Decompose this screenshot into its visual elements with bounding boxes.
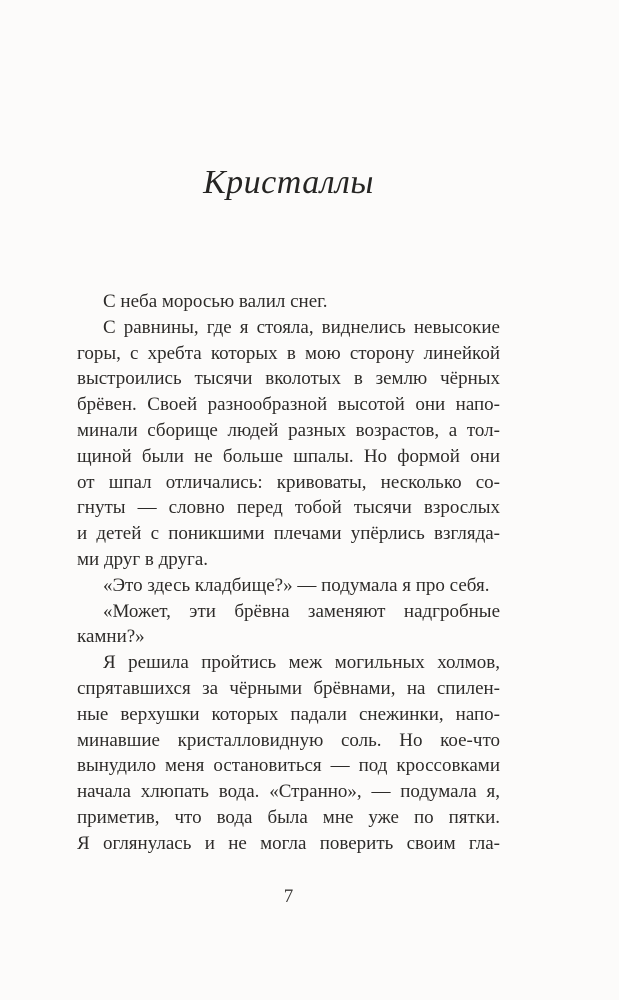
paragraph [77,289,500,315]
text-line: С равнины, где я стояла, виднелись невысокие [103,316,500,338]
text-line: Я оглянулась и не могла поверить своим гла- [77,832,500,854]
text-line: Я решила пройтись меж могильных холмов, [103,652,500,674]
paragraph [77,573,500,599]
book-page [77,0,500,1000]
paragraph [77,599,500,651]
paragraph [77,650,500,856]
text-line: выстроились тысячи вколотых в землю чёрных [77,368,500,390]
text-line: спрятавшихся за чёрными брёвнами, на спилен- [77,677,500,699]
paragraph [77,315,500,573]
text-line: «Может, эти брёвна заменяют надгробные [103,600,500,622]
text-line: «Это здесь кладбище?» — подумала я про себя. [103,574,490,596]
text-line: камни?» [77,626,145,648]
text-line: ми друг в друга. [77,548,209,570]
text-line: начала хлюпать вода. «Странно», — подумала я, [77,781,500,803]
text-line: минавшие кристалловидную соль. Но кое-что [77,729,500,751]
text-line: вынудило меня остановиться — под кроссовками [77,755,500,777]
text-line: С неба моросью валил снег. [103,291,328,312]
text-line: гнуты — словно перед тобой тысячи взрослых [77,497,500,519]
text-line: приметив, что вода была мне уже по пятки. [77,806,500,828]
text-block [77,289,500,857]
text-line: ные верхушки которых падали снежинки, напо- [77,703,500,725]
text-line: брёвен. Своей разнообразной высотой они напо- [77,394,500,416]
text-line: щиной были не больше шпалы. Но формой они [77,445,500,467]
page-number: 7 [283,886,294,907]
text-line: горы, с хребта которых в мою сторону линейкой [77,342,500,364]
text-line: от шпал отличались: кривоваты, несколько со- [77,471,500,493]
text-line: минали сборище людей разных возрастов, а тол- [77,419,500,441]
text-line: и детей с поникшими плечами упёрлись взгляда- [77,523,500,545]
chapter-title: Кристаллы [203,164,374,201]
